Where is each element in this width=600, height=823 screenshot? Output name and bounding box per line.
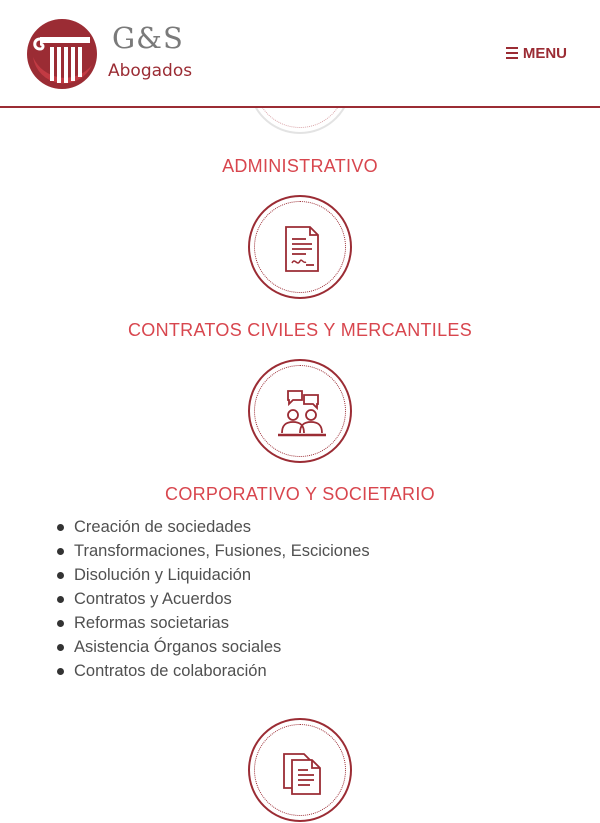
menu-label: MENU (522, 44, 567, 62)
signed-document-icon (276, 223, 328, 275)
documentos-icon-circle (248, 718, 352, 822)
corporativo-list (56, 516, 556, 684)
logo[interactable] (26, 17, 196, 91)
meeting-people-icon (276, 387, 328, 439)
list-item: Creación de sociedades (56, 516, 556, 540)
contratos-icon-circle (248, 195, 352, 299)
section-title-administrativo[interactable]: ADMINISTRATIVO (222, 156, 378, 176)
list-item: Contratos de colaboración (56, 660, 556, 684)
site-header (0, 0, 600, 108)
logo-initials: G&S (112, 21, 184, 55)
logo-subtitle: Abogados (108, 61, 193, 81)
list-item: Disolución y Liquidación (56, 564, 556, 588)
hamburger-icon (506, 47, 518, 59)
section-title-corporativo[interactable]: CORPORATIVO Y SOCIETARIO (165, 484, 435, 504)
column-logo-icon (26, 17, 100, 91)
list-item: Asistencia Órganos sociales (56, 636, 556, 660)
documents-stack-icon (276, 746, 328, 798)
list-item: Transformaciones, Fusiones, Esciciones (56, 540, 556, 564)
corporativo-icon-circle (248, 359, 352, 463)
section-title-contratos[interactable]: CONTRATOS CIVILES Y MERCANTILES (127, 320, 473, 340)
menu-button[interactable] (506, 43, 567, 63)
list-item: Reformas societarias (56, 612, 556, 636)
list-item: Contratos y Acuerdos (56, 588, 556, 612)
